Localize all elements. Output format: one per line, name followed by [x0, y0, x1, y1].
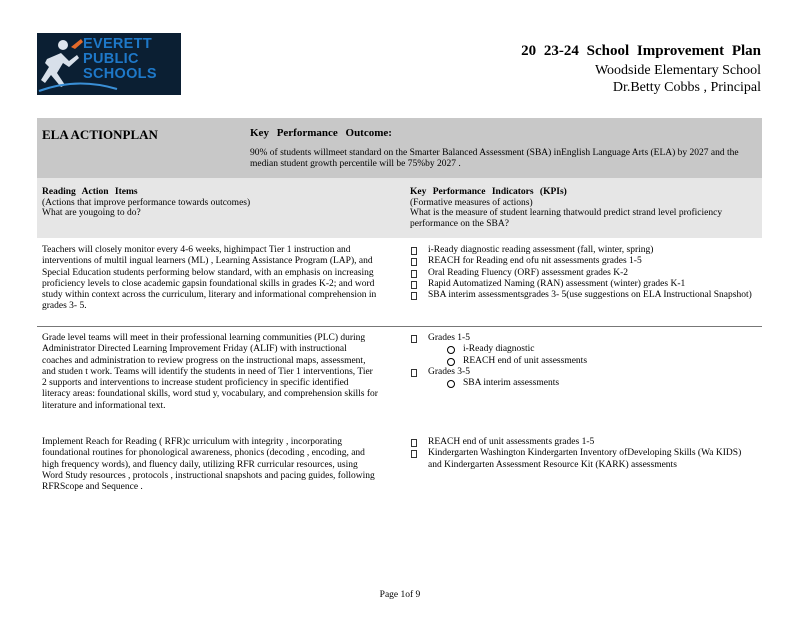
logo-line-1: EVERETT	[83, 36, 152, 52]
logo-line-2: PUBLIC	[83, 51, 139, 67]
kpi-group	[410, 367, 755, 390]
kpi-sub-item: REACH end of unit assessments	[428, 356, 755, 367]
kpi-sub-item: i-Ready diagnostic	[428, 344, 755, 355]
kpi-group	[410, 333, 755, 367]
kpi-item: REACH end of unit assessments grades 1-5	[410, 437, 755, 448]
kpi-list	[410, 437, 755, 471]
action-items-heading: Reading Action Items	[42, 187, 138, 197]
action-items-sub2: What are yougoing to do?	[42, 208, 141, 218]
logo-line-3: SCHOOLS	[83, 66, 157, 82]
kpi-item: Kindergarten Washington Kindergarten Inventory ofDeveloping Skills (Wa KIDS) and Kindergarten Assessment Resource Kit (KARK) assessments	[410, 448, 755, 471]
document-header	[521, 42, 761, 96]
action-item: Grade level teams will meet in their professional learning communities (PLC) during Administrator Directed Learning Improvement Friday (ALIF) with instructional coaches and administration to review progress on the instructional maps, assessment, and studen t work. Teams will identify the students in need of Tier 1 interventions, Tier 2 supports and interventions to increase student proficiency in specific identified literacy areas: foundational skills, word stud y, vocabulary, and comprehension skills for literature and informational text.	[42, 333, 378, 411]
action-items-header	[42, 187, 382, 219]
action-item: Teachers will closely monitor every 4-6 weeks, highimpact Tier 1 instruction and interventions of multil ingual learners (ML) , Learning Assistance Program (LAP), and Special Education students performing below standard, with an emphasis on increasing proficiency levels to close academic gapsin foundational skills in grades K-2; and word study within context across the curriculum, literary and informational comprehension in grades 3- 5.	[42, 245, 377, 312]
document-title: 20 23-24 School Improvement Plan	[521, 43, 761, 59]
kpi-sub2: What is the measure of student learning thatwould predict strand level proficiency performance on the SBA?	[410, 208, 723, 229]
plan-title: ELA ACTIONPLAN	[42, 127, 158, 142]
row-divider	[37, 326, 762, 327]
action-items-sub1: (Actions that improve performance towards outcomes)	[42, 197, 251, 208]
page-number: Page 1of 9	[379, 590, 421, 600]
kpi-list	[410, 245, 755, 301]
column-headers	[37, 178, 762, 238]
plan-header-band	[37, 118, 762, 178]
kpi-group-label: Grades 1-5	[428, 333, 470, 343]
outcome-label: Key Performance Outcome:	[250, 127, 392, 139]
kpi-item: i-Ready diagnostic reading assessment (fall, winter, spring)	[410, 245, 755, 256]
district-logo	[37, 33, 181, 95]
kpi-group-label: Grades 3-5	[428, 366, 470, 377]
action-item: Implement Reach for Reading ( RFR)c urriculum with integrity , incorporating foundational routines for phonological awareness, phonics (decoding , encoding, and high frequency words), and fluency daily, utilizing RFR curricular resources, using Word Study resources , protocols , instructional snapshots and pacing guides, following RFRScope and Sequence .	[42, 437, 375, 493]
school-name: Woodside Elementary School	[594, 63, 761, 78]
kpi-sub-item: SBA interim assessments	[428, 378, 755, 389]
kpi-item: REACH for Reading end ofu nit assessments grades 1-5	[410, 256, 755, 267]
kpi-item: Oral Reading Fluency (ORF) assessment grades K-2	[410, 268, 755, 279]
outcome-text: 90% of students willmeet standard on the Smarter Balanced Assessment (SBA) inEnglish Language Arts (ELA) by 2027 and the median student growth percentile will be 75%by 2027 .	[250, 148, 739, 169]
kpi-sub1: (Formative measures of actions)	[410, 197, 533, 208]
kpi-heading: Key Performance Indicators (KPIs)	[410, 187, 567, 197]
kpi-item: SBA interim assessmentsgrades 3- 5(use suggestions on ELA Instructional Snapshot)	[410, 290, 755, 301]
principal-name: Dr.Betty Cobbs , Principal	[612, 80, 761, 95]
kpi-item: Rapid Automatized Naming (RAN) assessment (winter) grades K-1	[410, 279, 755, 290]
kpi-header	[410, 187, 755, 229]
kpi-list	[410, 333, 755, 389]
